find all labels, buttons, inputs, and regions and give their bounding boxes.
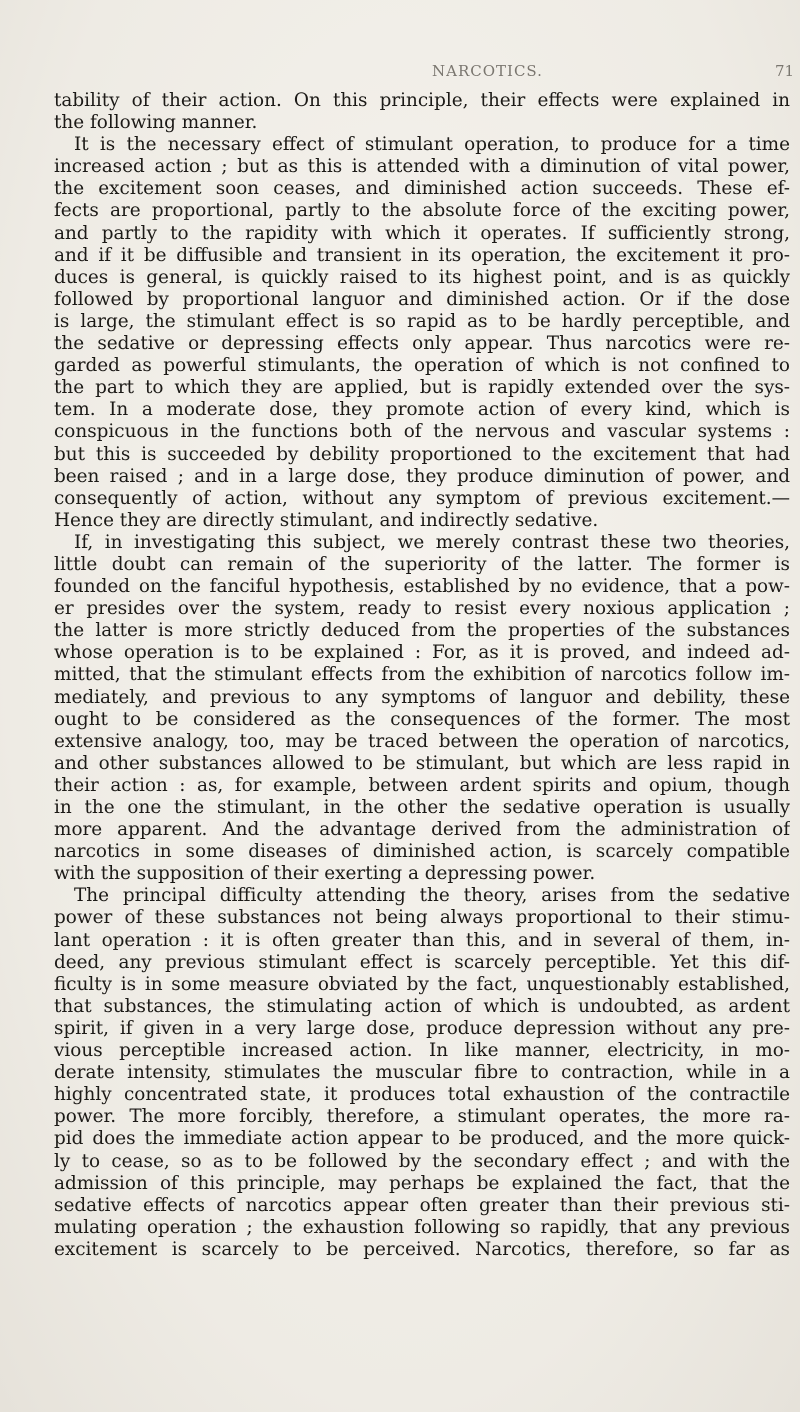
text-line: is large, the stimulant effect is so rapid as to be hardly perceptible, and bbox=[54, 310, 790, 332]
text-line: with the supposition of their exerting a depressing power. bbox=[54, 863, 596, 885]
text-line: the following manner. bbox=[54, 112, 258, 134]
text-line: followed by proportional languor and diminished action. Or if the dose bbox=[54, 288, 790, 310]
text-line: whose operation is to be explained : For, as it is proved, and indeed ad- bbox=[54, 642, 790, 664]
text-line: power of these substances not being always proportional to their stimu- bbox=[54, 907, 790, 929]
text-line: mediately, and previous to any symptoms of languor and debility, these bbox=[54, 686, 790, 708]
text-line: If, in investigating this subject, we merely contrast these two theories, bbox=[74, 531, 790, 553]
text-line: Hence they are directly stimulant, and indirectly sedative. bbox=[54, 509, 599, 531]
text-line: ly to cease, so as to be followed by the secondary effect ; and with the bbox=[54, 1150, 790, 1172]
running-head bbox=[0, 62, 800, 86]
text-line: derate intensity, stimulates the muscular fibre to contraction, while in a bbox=[54, 1062, 790, 1084]
text-line: founded on the fanciful hypothesis, established by no evidence, that a pow- bbox=[54, 576, 790, 598]
text-line: duces is general, is quickly raised to its highest point, and is as quickly bbox=[54, 266, 790, 288]
text-line: vious perceptible increased action. In like manner, electricity, in mo- bbox=[54, 1040, 790, 1062]
page-number: 71 bbox=[775, 62, 795, 80]
text-line: their action : as, for example, between ardent spirits and opium, though bbox=[54, 774, 790, 796]
text-line: in the one the stimulant, in the other the sedative operation is usually bbox=[54, 797, 790, 818]
text-line: excitement is scarcely to be perceived. Narcotics, therefore, so far as bbox=[54, 1238, 790, 1260]
text-line: ficulty is in some measure obviated by the fact, unquestionably established, bbox=[54, 973, 790, 995]
text-line: and if it be diffusible and transient in its operation, the excitement it pro- bbox=[54, 244, 790, 266]
text-line: little doubt can remain of the superiority of the latter. The former is bbox=[54, 553, 790, 575]
text-line: consequently of action, without any symptom of previous excitement.— bbox=[54, 487, 790, 509]
text-line: highly concentrated state, it produces total exhaustion of the contractile bbox=[54, 1084, 790, 1106]
text-line: that substances, the stimulating action of which is undoubted, as ardent bbox=[54, 995, 790, 1017]
text-line: garded as powerful stimulants, the operation of which is not confined to bbox=[54, 355, 790, 377]
text-line: the latter is more strictly deduced from the properties of the substances bbox=[54, 620, 790, 642]
text-line: and other substances allowed to be stimulant, but which are less rapid in bbox=[54, 752, 790, 774]
text-line: deed, any previous stimulant effect is scarcely perceptible. Yet this dif- bbox=[54, 951, 790, 973]
text-line: but this is succeeded by debility proportioned to the excitement that had bbox=[54, 443, 790, 465]
text-line: sedative effects of narcotics appear often greater than their previous sti- bbox=[54, 1194, 790, 1216]
text-line: admission of this principle, may perhaps be explained the fact, that the bbox=[54, 1172, 790, 1194]
text-line: narcotics in some diseases of diminished action, is scarcely compatible bbox=[54, 841, 790, 863]
text-line: more apparent. And the advantage derived from the administration of bbox=[54, 819, 790, 841]
running-title: NARCOTICS. bbox=[432, 62, 543, 80]
text-line: spirit, if given in a very large dose, produce depression without any pre- bbox=[54, 1017, 790, 1039]
text-line: power. The more forcibly, therefore, a stimulant operates, the more ra- bbox=[54, 1106, 790, 1128]
text-line: been raised ; and in a large dose, they produce diminution of power, and bbox=[54, 465, 790, 487]
text-line: extensive analogy, too, may be traced between the operation of narcotics, bbox=[54, 730, 790, 752]
text-line: conspicuous in the functions both of the nervous and vascular systems : bbox=[54, 421, 790, 443]
text-line: It is the necessary effect of stimulant operation, to produce for a time bbox=[74, 134, 790, 156]
text-line: pid does the immediate action appear to be produced, and the more quick- bbox=[54, 1128, 790, 1150]
text-line: lant operation : it is often greater than this, and in several of them, in- bbox=[54, 929, 790, 951]
text-line: mulating operation ; the exhaustion following so rapidly, that any previous bbox=[54, 1216, 790, 1238]
text-line: er presides over the system, ready to resist every noxious application ; bbox=[54, 598, 790, 620]
text-line: the sedative or depressing effects only appear. Thus narcotics were re- bbox=[54, 333, 790, 355]
text-line: The principal difficulty attending the theory, arises from the sedative bbox=[74, 885, 790, 907]
body-text bbox=[54, 90, 790, 1261]
text-line: mitted, that the stimulant effects from the exhibition of narcotics follow im- bbox=[54, 664, 790, 686]
text-line: fects are proportional, partly to the absolute force of the exciting power, bbox=[54, 200, 790, 222]
text-line: tem. In a moderate dose, they promote action of every kind, which is bbox=[54, 399, 790, 421]
text-line: ought to be considered as the consequences of the former. The most bbox=[54, 708, 790, 730]
text-line: tability of their action. On this principle, their effects were explained in bbox=[54, 90, 790, 111]
text-line: the excitement soon ceases, and diminished action succeeds. These ef- bbox=[54, 178, 790, 200]
text-line: increased action ; but as this is attended with a diminution of vital power, bbox=[54, 156, 790, 178]
text-line: and partly to the rapidity with which it operates. If sufficiently strong, bbox=[54, 222, 790, 244]
text-line: the part to which they are applied, but is rapidly extended over the sys- bbox=[54, 377, 790, 399]
